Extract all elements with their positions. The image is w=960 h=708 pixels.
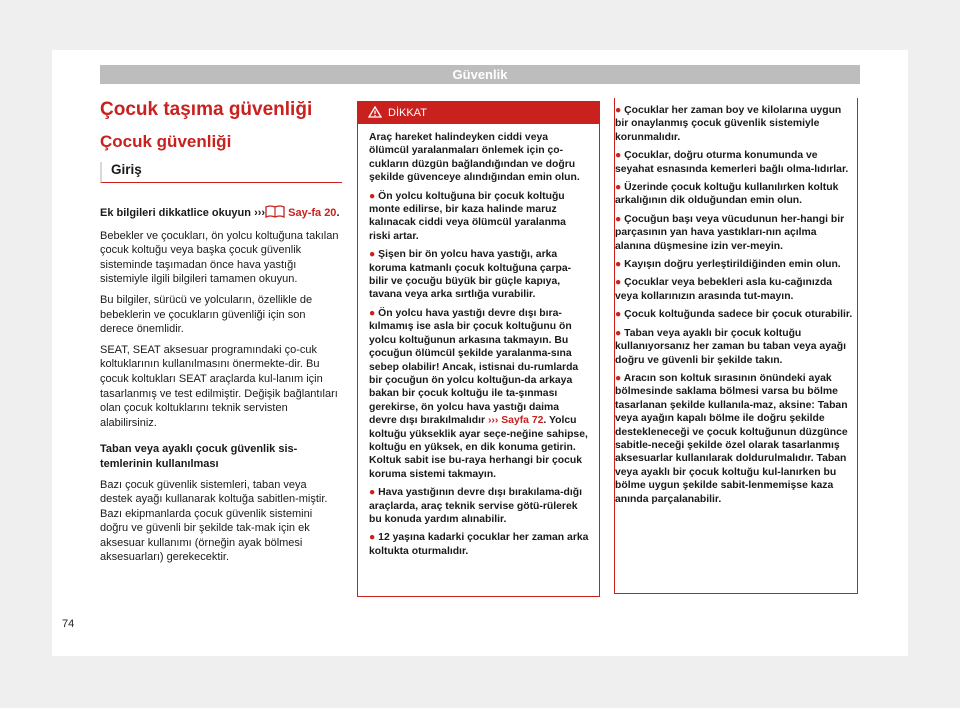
paragraph-4: Bazı çocuk güvenlik sistemleri, taban veya destek ayağı kullanarak koltuğa sabitlen-miştir. Bazı ekipmanlarda çocuk güvenlik sistemini doğru ve güvenli bir şekilde tak-mak için ek aksesuar kullanımı (örneğin ayak bölmesi aksesuarları) gerekecektir. xyxy=(100,478,328,564)
intro-paragraph xyxy=(100,205,342,223)
warning-item xyxy=(369,307,589,481)
bullet-icon: ● xyxy=(615,277,622,289)
warning-item-text: . Yolcu koltuğu yükseklik ayar seçe-neğine sahipse, koltuğu en yüksek, en dik konuma getirin. Koltuk sabit ise bu-raya herhangi bir çocuk koruma sistemi takmayın. xyxy=(369,415,588,480)
warning-item xyxy=(615,181,853,208)
warning-item xyxy=(615,213,853,253)
section-header xyxy=(100,65,860,84)
warning-item-text: Çocuk koltuğunda sadece bir çocuk oturabilir. xyxy=(624,309,853,321)
paragraph-3: SEAT, SEAT aksesuar programındaki ço-cuk koltuklarının kullanılmasını önermekte-dir. Bu çocuk koltukları SEAT araçlarda kul-lanım için tasarlanmış ve test edilmiştir. Değişik bağlantıları olan çocuk koltuklarını teknik servisten alabilirsiniz. xyxy=(100,343,338,429)
bullet-icon: ● xyxy=(369,249,376,261)
warning-item xyxy=(369,248,589,302)
warning-item-text: Çocuğun başı veya vücudunun her-hangi bir parçasının yan hava yastıkları-nın açılma alanına düşmesine izin ver-meyin. xyxy=(615,213,845,252)
page-link[interactable]: Say-fa 20 xyxy=(285,207,337,219)
paragraph-1: Bebekler ve çocukları, ön yolcu koltuğuna takılan çocuk koltuğu veya başka çocuk güvenlik sisteminde taşımadan önce hava yastığı sistemiyle ilgili bilgileri tamamen okuyun. xyxy=(100,229,339,286)
warning-item xyxy=(369,486,589,526)
warning-item xyxy=(615,327,853,367)
page-number: 74 xyxy=(62,618,75,630)
warning-item-text: Ön yolcu hava yastığı devre dışı bıra-kılmamış ise asla bir çocuk koltuğunu ön yolcu koltuğunun arkasına takmayın. Bu çocuğun ölümcül şekilde yaralanma-sına sebep olabilir! Ancak, istisnai du-rumlarda bir çocuğun ön yolcu koltuğun-da arkaya bakan bir çocuk koltuğu ile ta-şınması gerekirse, ön yolcu hava yastığı daima devre dışı bırakılmalıdır xyxy=(369,307,579,427)
ref-arrows: ››› xyxy=(254,207,266,219)
intro-text: Ek bilgileri dikkatlice okuyun xyxy=(100,207,255,219)
warning-item-text: Çocuklar, doğru oturma konumunda ve seyahat esnasında kemerleri bağlı olma-lıdırlar. xyxy=(615,150,849,175)
section-heading: Giriş xyxy=(100,162,342,183)
bullet-icon: ● xyxy=(615,105,622,116)
warning-item xyxy=(615,104,853,144)
bullet-icon: ● xyxy=(615,150,622,162)
bullet-icon: ● xyxy=(615,259,622,271)
section-title: Güvenlik xyxy=(452,67,508,82)
bullet-icon: ● xyxy=(615,327,622,339)
warning-item xyxy=(615,372,853,506)
warning-triangle-icon xyxy=(368,104,382,126)
warning-item-text: 12 yaşına kadarki çocuklar her zaman arka koltukta oturmalıdır. xyxy=(369,532,589,557)
warning-item xyxy=(369,190,589,244)
warning-item-text: Kayışın doğru yerleştirildiğinden emin olun. xyxy=(624,259,841,271)
left-column xyxy=(100,98,342,571)
warning-body xyxy=(358,124,599,558)
bullet-icon: ● xyxy=(369,190,376,202)
warning-item xyxy=(615,276,853,303)
subheading: Taban veya ayaklı çocuk güvenlik sis-temlerinin kullanılması xyxy=(100,443,298,470)
warning-item-text: Taban veya ayaklı bir çocuk koltuğu kullanıyorsanız her zaman bu taban veya ayağı doğru ve güvenli bir şekilde takın. xyxy=(615,327,846,366)
main-heading: Çocuk taşıma güvenliği xyxy=(100,99,313,120)
bullet-icon: ● xyxy=(615,213,622,225)
warning-item xyxy=(615,149,853,176)
warning-lead: Araç hareket halindeyken ciddi veya ölümcül yaralanmaları önlemek için ço-cukların düzgün bağlandığından ve doğru şekilde güvenceye alındığından emin olun. xyxy=(369,132,580,184)
warning-item-text: Aracın son koltuk sırasının önündeki ayak bölmesinde saklama bölmesi varsa bu bölme tasarlanan şekilde kullanıla-maz, aksine: Taban veya ayağın kapalı bölme ile doğru şekilde destekleneceği ve çocuk koltuğunun düzgünce sabitle-neceği şekilde özel olarak tasarlanmış aksesuarlar kullanılarak doldurulmalıdır. Taban veya ayaklı bir çocuk koltuğu kul-lanırken bu bölme uygun şekilde sabit-lenmemişse kaza anında parçalanabilir. xyxy=(615,372,848,505)
warning-item xyxy=(369,531,589,558)
warning-item-text: Çocuklar veya bebekleri asla ku-cağınızda veya kollarınızın arasında tut-mayın. xyxy=(615,277,833,302)
intro-end: . xyxy=(336,207,340,219)
warning-item-text: Ön yolcu koltuğuna bir çocuk koltuğu monte edilirse, bir kaza halinde maruz kalınacak ciddi veya ölümcül yaralanma riski artar. xyxy=(369,190,566,242)
warning-header xyxy=(358,102,599,124)
page-link[interactable]: ››› Sayfa 72 xyxy=(487,415,544,427)
bullet-icon: ● xyxy=(615,182,622,194)
warning-box xyxy=(357,101,600,597)
bullet-icon: ● xyxy=(369,307,376,319)
warning-item-text: Şişen bir ön yolcu hava yastığı, arka koruma katmanlı çocuk koltuğuna çarpa-bilir ve çocuğu büyük bir güçle kapıya, tavana veya arka sırtlığa vurabilir. xyxy=(369,249,572,301)
warning-continuation xyxy=(614,98,858,594)
sub-heading: Çocuk güvenliği xyxy=(100,132,232,151)
warning-item-text: Hava yastığının devre dışı bırakılama-dığı araçlarda, araç teknik servise götü-rülerek bu konuda yardım alınabilir. xyxy=(369,487,583,525)
bullet-icon: ● xyxy=(615,309,622,321)
warning-item xyxy=(615,308,853,321)
warning-title: DİKKAT xyxy=(388,107,427,119)
bullet-icon: ● xyxy=(615,372,622,384)
bullet-icon: ● xyxy=(369,532,376,544)
warning-item-text: Üzerinde çocuk koltuğu kullanılırken koltuk arkalığının dik olduğundan emin olun. xyxy=(615,182,839,207)
bullet-icon: ● xyxy=(369,487,376,499)
warning-item xyxy=(615,258,853,271)
book-icon xyxy=(265,205,285,223)
warning-item-text: Çocuklar her zaman boy ve kilolarına uygun bir onaylanmış çocuk güvenlik sistemiyle korunmalıdır. xyxy=(615,105,842,143)
paragraph-2: Bu bilgiler, sürücü ve yolcuların, özellikle de bebeklerin ve çocukların güvenliği için son derece önemlidir. xyxy=(100,293,313,336)
